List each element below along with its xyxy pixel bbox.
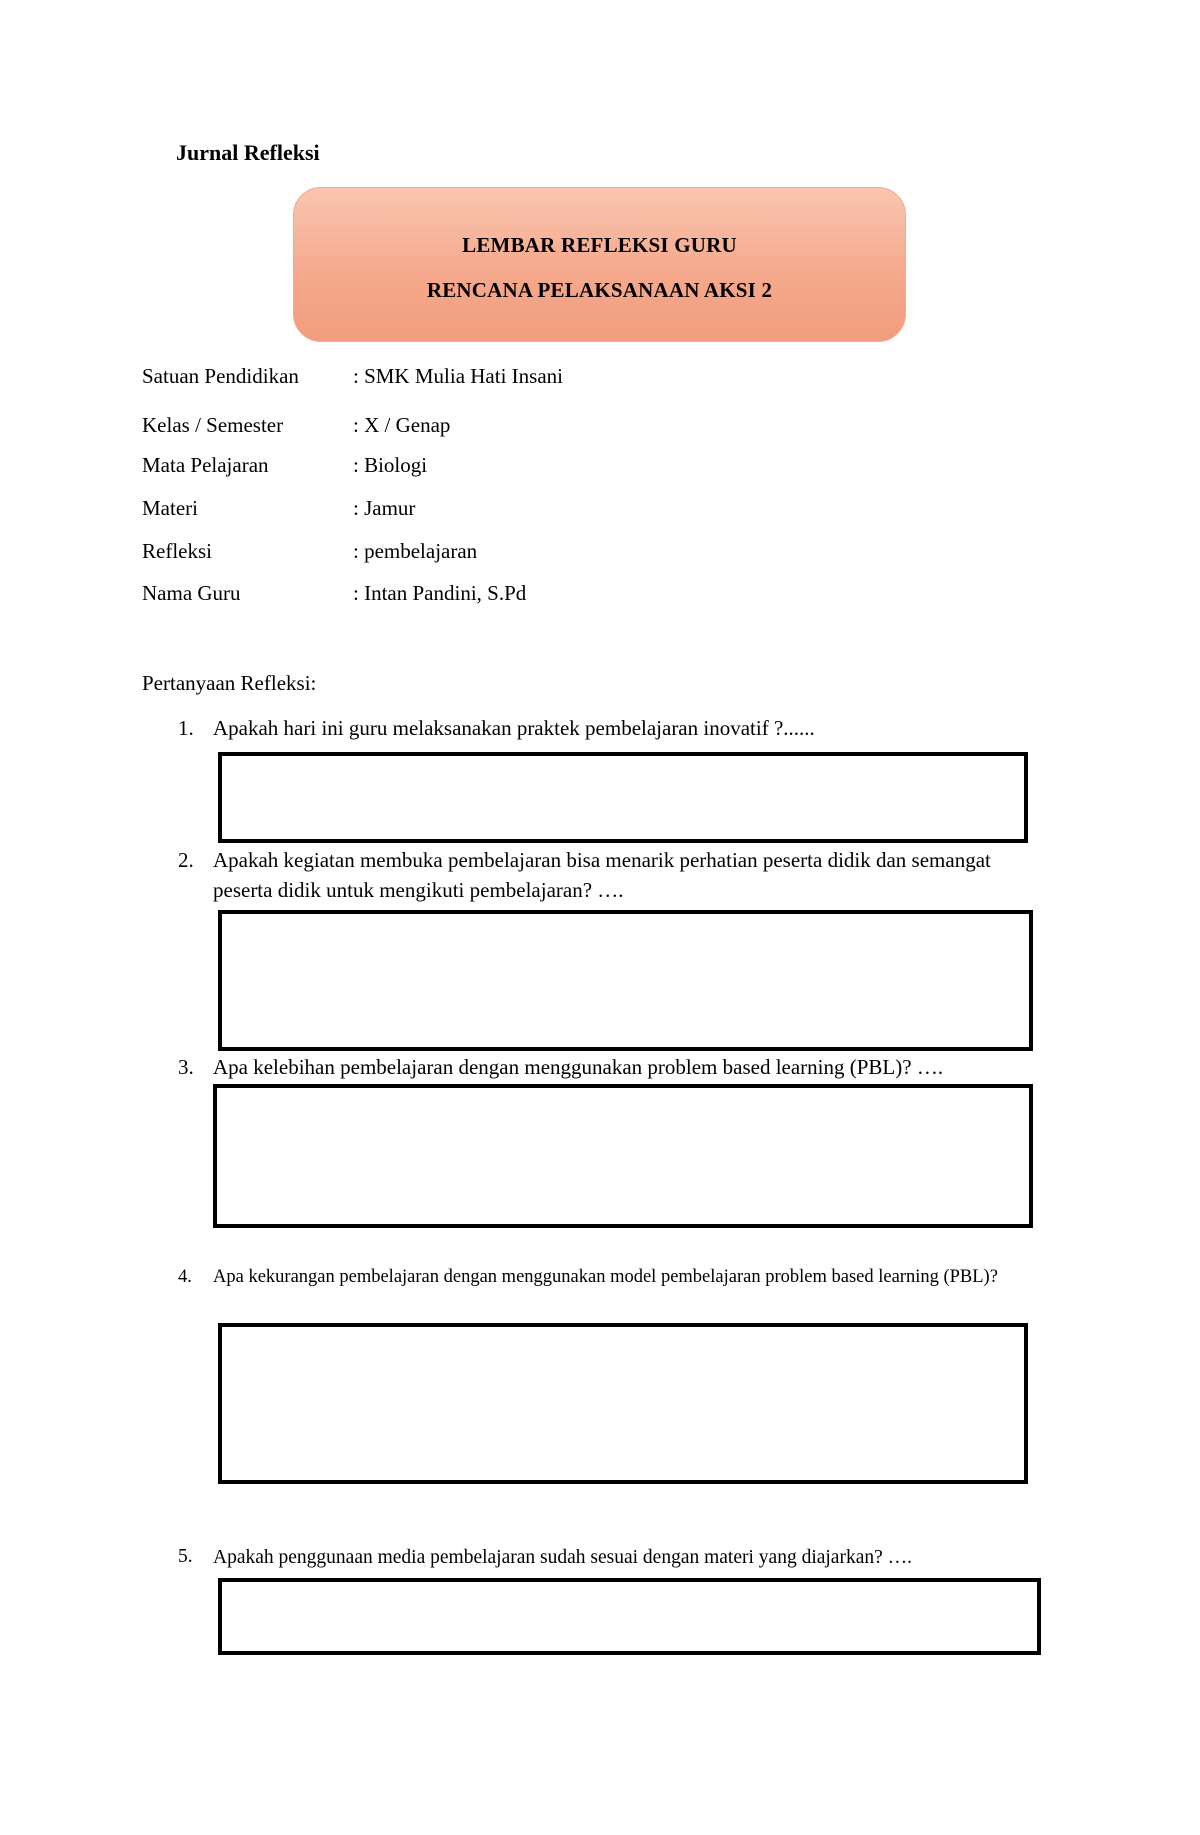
question-1-text: Apakah hari ini guru melaksanakan praktek pembelajaran inovatif ?......: [213, 716, 815, 740]
info-value-mata-pelajaran: : Biologi: [353, 453, 428, 477]
question-1-number: 1.: [178, 716, 194, 740]
question-2-text: Apakah kegiatan membuka pembelajaran bisa menarik perhatian peserta didik dan semangat peserta didik untuk mengikuti pembelajaran? ….: [213, 848, 991, 902]
info-label-kelas-semester: Kelas / Semester: [142, 413, 284, 437]
info-value-nama-guru: : Intan Pandini, S.Pd: [353, 581, 527, 605]
answer-box-5[interactable]: [218, 1578, 1041, 1655]
info-label-nama-guru: Nama Guru: [142, 581, 241, 605]
info-value-kelas-semester: : X / Genap: [353, 413, 451, 437]
info-value-satuan-pendidikan: : SMK Mulia Hati Insani: [353, 364, 563, 388]
info-label-materi: Materi: [142, 496, 198, 520]
info-value-materi: : Jamur: [353, 496, 416, 520]
question-3-number: 3.: [178, 1055, 194, 1079]
info-label-mata-pelajaran: Mata Pelajaran: [142, 453, 269, 477]
document-title: Jurnal Refleksi: [176, 140, 320, 165]
question-4-number: 4.: [178, 1267, 192, 1287]
answer-box-3[interactable]: [213, 1084, 1033, 1228]
question-3-text: Apa kelebihan pembelajaran dengan menggunakan problem based learning (PBL)? ….: [213, 1055, 944, 1079]
header-title: LEMBAR REFLEKSI GURU: [462, 233, 737, 257]
questions-heading: Pertanyaan Refleksi:: [142, 671, 317, 695]
question-4-text: Apa kekurangan pembelajaran dengan menggunakan model pembelajaran problem based learning (PBL)?: [213, 1267, 998, 1287]
info-label-satuan-pendidikan: Satuan Pendidikan: [142, 364, 299, 388]
question-5-number: 5.: [178, 1546, 193, 1567]
answer-box-2[interactable]: [218, 910, 1033, 1051]
info-label-refleksi: Refleksi: [142, 539, 212, 563]
answer-box-4[interactable]: [218, 1323, 1028, 1484]
header-subtitle: RENCANA PELAKSANAAN AKSI 2: [426, 278, 773, 302]
question-5-text: Apakah penggunaan media pembelajaran sudah sesuai dengan materi yang diajarkan? ….: [213, 1547, 913, 1568]
header-banner: [293, 187, 906, 342]
question-2-number: 2.: [178, 848, 194, 872]
answer-box-1[interactable]: [218, 752, 1028, 843]
info-value-refleksi: : pembelajaran: [353, 539, 478, 563]
